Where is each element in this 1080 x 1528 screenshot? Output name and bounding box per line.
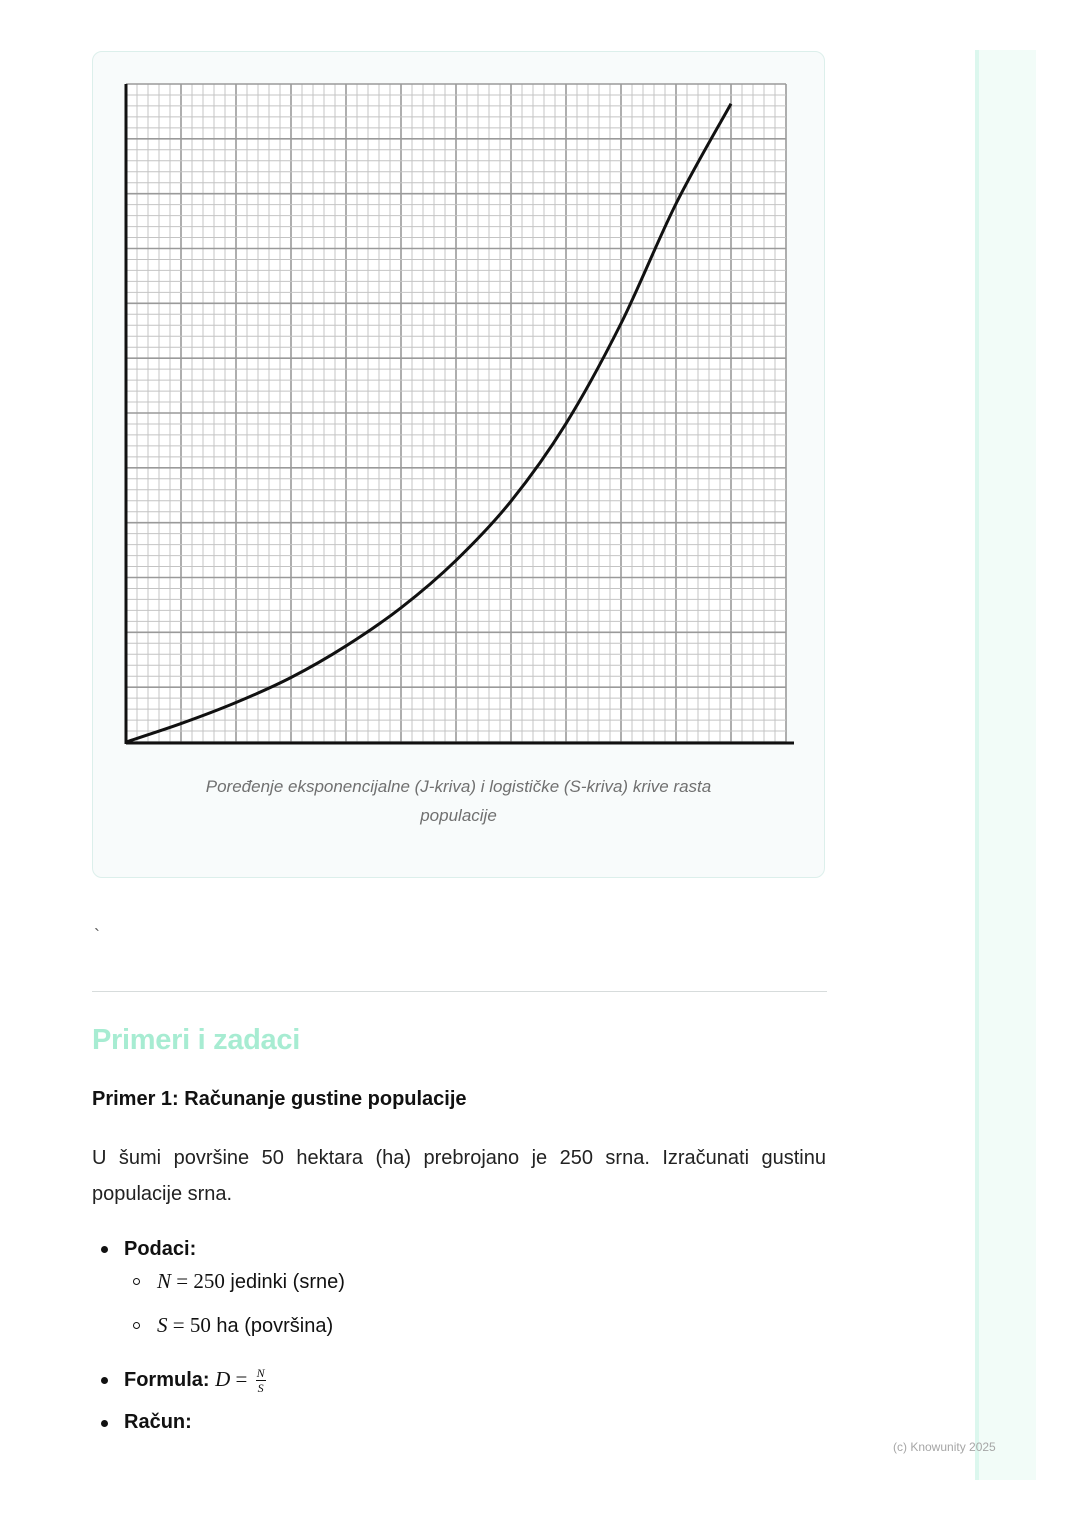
- formula-equals: =: [230, 1367, 253, 1391]
- n-variable: N: [157, 1269, 172, 1293]
- section-divider: [92, 991, 827, 992]
- footer-copyright: (c) Knowunity 2025: [893, 1440, 996, 1454]
- sub-bullet-circle: [133, 1278, 140, 1285]
- list-item-racun: Račun:: [124, 1411, 192, 1433]
- section-title: Primeri i zadaci: [92, 1024, 300, 1056]
- bullet-dot: [101, 1246, 108, 1253]
- figure-caption: [92, 772, 825, 830]
- stray-backtick: `: [94, 926, 100, 946]
- formula-fraction: [256, 1367, 266, 1394]
- list-item-formula: [124, 1367, 266, 1394]
- growth-chart: [110, 78, 810, 758]
- fraction-numerator: N: [256, 1366, 265, 1381]
- formula-lhs: D: [215, 1367, 231, 1391]
- formula-label: Formula:: [124, 1369, 210, 1391]
- list-item-podaci: Podaci:: [124, 1238, 197, 1260]
- bullet-dot: [101, 1420, 108, 1427]
- n-value: = 250: [176, 1269, 225, 1293]
- bullet-dot: [101, 1377, 108, 1384]
- s-value: = 50: [172, 1313, 211, 1337]
- fraction-denominator: S: [257, 1381, 264, 1396]
- example-title: Primer 1: Računanje gustine populacije: [92, 1088, 467, 1110]
- list-item-s: [157, 1313, 333, 1338]
- right-sidebar: [975, 50, 1036, 1480]
- sub-bullet-circle: [133, 1322, 140, 1329]
- s-description: ha (površina): [210, 1315, 334, 1337]
- example-paragraph: U šumi površine 50 hektara (ha) prebrojano je 250 srna. Izračunati gustinu populacije srna.: [92, 1147, 826, 1205]
- list-item-n: [157, 1269, 345, 1294]
- s-variable: S: [157, 1313, 168, 1337]
- caption-line-1: Poređenje eksponencijalne (J-kriva) i logističke (S-kriva) krive rasta: [205, 777, 712, 796]
- n-description: jedinki (srne): [224, 1271, 345, 1293]
- caption-line-2: populacije: [420, 806, 497, 825]
